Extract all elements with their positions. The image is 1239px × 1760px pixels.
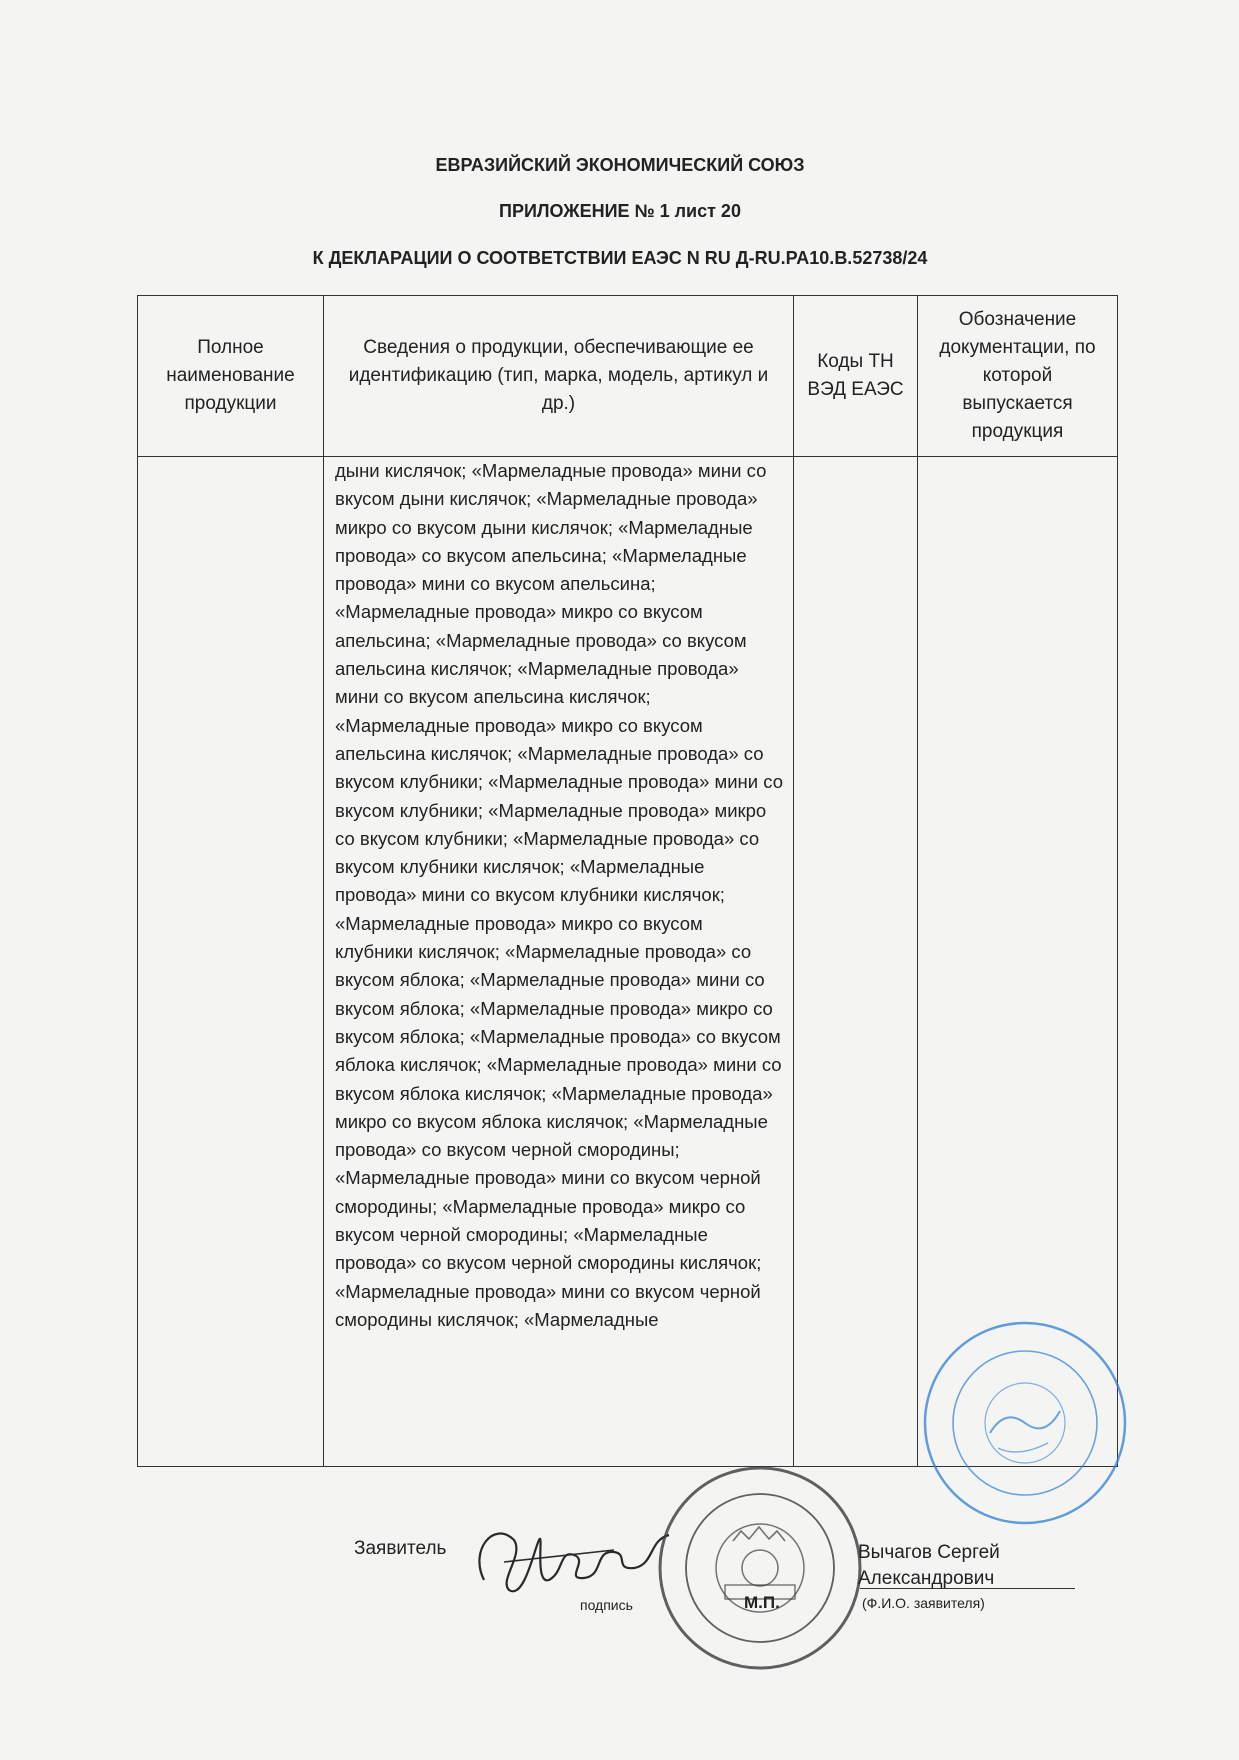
product-table (137, 295, 1118, 1467)
fio-caption: (Ф.И.О. заявителя) (862, 1595, 985, 1611)
table-row (138, 457, 1118, 1467)
name-underline (860, 1588, 1075, 1589)
signature-caption: подпись (580, 1597, 633, 1613)
applicant-label: Заявитель (354, 1538, 447, 1559)
applicant-name-line1: Вычагов Сергей (858, 1542, 1000, 1563)
header-hs-codes: Коды ТН ВЭД ЕАЭС (794, 296, 918, 457)
blue-company-stamp (920, 1318, 1130, 1528)
header-product-info: Сведения о продукции, обеспечивающие ее идентификацию (тип, марка, модель, артикул и др.) (324, 296, 794, 457)
handwritten-signature (464, 1510, 684, 1600)
applicant-name (858, 1540, 1000, 1592)
stamp-place-label: М.П. (744, 1593, 780, 1612)
declaration-title: К ДЕКЛАРАЦИИ О СООТВЕТСТВИИ ЕАЭС N RU Д-RU.PA10.B.52738/24 (312, 248, 928, 268)
table-header-row (138, 296, 1118, 457)
header-product-name: Полное наименование продукции (138, 296, 324, 457)
round-company-stamp (655, 1463, 865, 1673)
signature-block (0, 1530, 1239, 1680)
header-documentation: Обозначение документации, по которой выпускается продукция (918, 296, 1118, 457)
appendix-title: ПРИЛОЖЕНИЕ № 1 лист 20 (499, 201, 741, 221)
cell-product-info: дыни кислячок; «Мармеладные провода» мини со вкусом дыни кислячок; «Мармеладные провода» микро со вкусом дыни кислячок; «Мармеладные провода» со вкусом апельсина; «Мармеладные провода» мини со вкусом апельсина; «Мармеладные провода» микро со вкусом апельсина; «Мармеладные провода» со вкусом апельсина кислячок; «Мармеладные провода» мини со вкусом апельсина кислячок; «Мармеладные провода» микро со вкусом апельсина кислячок; «Мармеладные провода» со вкусом клубники; «Мармеладные провода» мини со вкусом клубники; «Мармеладные провода» микро со вкусом клубники; «Мармеладные провода» со вкусом клубники кислячок; «Мармеладные провода» мини со вкусом клубники кислячок; «Мармеладные провода» микро со вкусом клубники кислячок; «Мармеладные провода» со вкусом яблока; «Мармеладные провода» мини со вкусом яблока; «Мармеладные провода» микро со вкусом яблока; «Мармеладные провода» со вкусом яблока кислячок; «Мармеладные провода» мини со вкусом яблока кислячок; «Мармеладные провода» микро со вкусом яблока кислячок; «Мармеладные провода» со вкусом черной смородины; «Мармеладные провода» мини со вкусом черной смородины; «Мармеладные провода» микро со вкусом черной смородины; «Мармеладные провода» со вкусом черной смородины кислячок; «Мармеладные провода» мини со вкусом черной смородины кислячок; «Мармеладные (324, 457, 794, 1467)
applicant-name-line2: Александрович (858, 1568, 995, 1589)
cell-hs-codes (794, 457, 918, 1467)
union-title: ЕВРАЗИЙСКИЙ ЭКОНОМИЧЕСКИЙ СОЮЗ (435, 155, 805, 175)
cell-product-name (138, 457, 324, 1467)
cell-documentation (918, 457, 1118, 1467)
